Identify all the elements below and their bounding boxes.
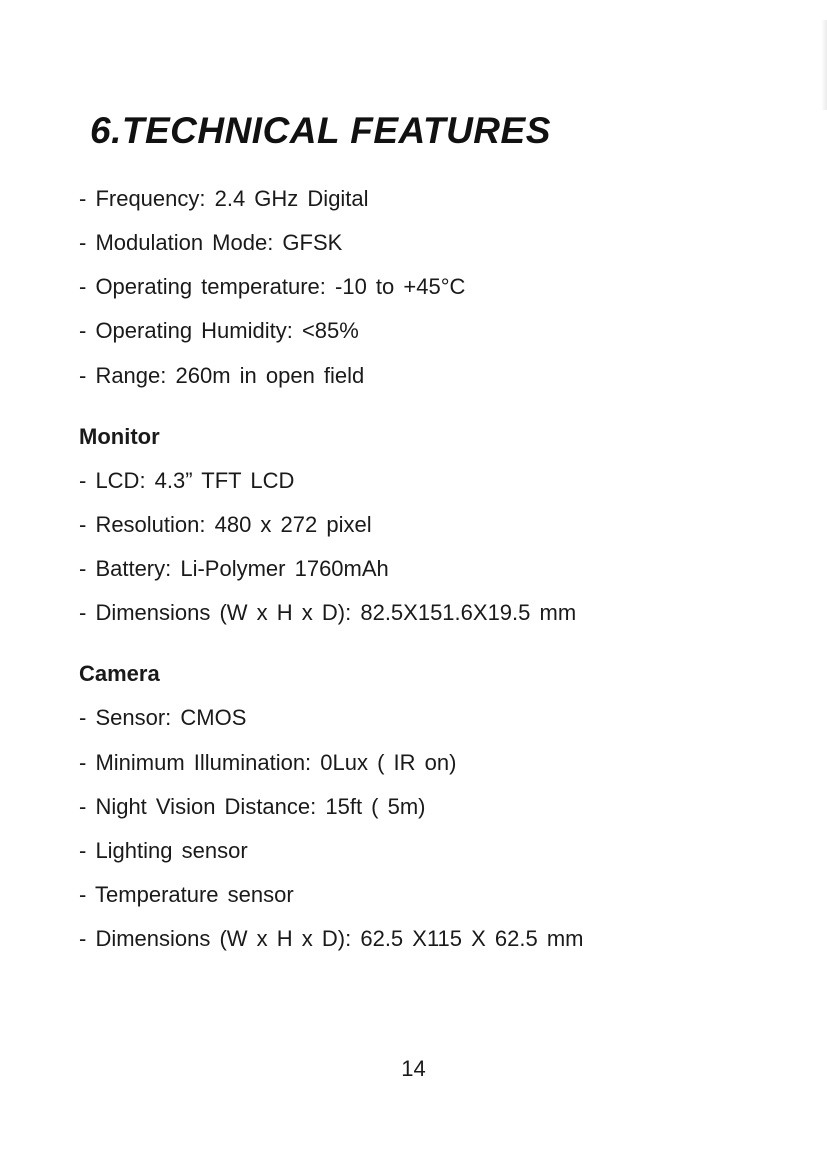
spec-range: - Range: 260m in open field bbox=[79, 363, 365, 388]
camera-spec-temperature-sensor: - Temperature sensor bbox=[79, 882, 294, 907]
page-number: 14 bbox=[401, 1056, 426, 1081]
camera-spec-minimum-illumination: - Minimum Illumination: 0Lux ( IR on) bbox=[79, 750, 457, 775]
page-edge-shadow bbox=[821, 20, 827, 110]
camera-heading: Camera bbox=[79, 661, 160, 686]
camera-spec-night-vision: - Night Vision Distance: 15ft ( 5m) bbox=[79, 794, 426, 819]
spec-frequency: - Frequency: 2.4 GHz Digital bbox=[79, 186, 369, 211]
monitor-spec-lcd: - LCD: 4.3” TFT LCD bbox=[79, 468, 295, 493]
spec-operating-temperature: - Operating temperature: -10 to +45°C bbox=[79, 274, 466, 299]
spec-modulation: - Modulation Mode: GFSK bbox=[79, 230, 343, 255]
camera-spec-dimensions: - Dimensions (W x H x D): 62.5 X115 X 62.5 mm bbox=[79, 926, 584, 951]
monitor-spec-dimensions: - Dimensions (W x H x D): 82.5X151.6X19.5 mm bbox=[79, 600, 577, 625]
monitor-spec-battery: - Battery: Li-Polymer 1760mAh bbox=[79, 556, 389, 581]
spec-operating-humidity: - Operating Humidity: <85% bbox=[79, 318, 359, 343]
section-title: 6.TECHNICAL FEATURES bbox=[90, 110, 551, 151]
monitor-spec-resolution: - Resolution: 480 x 272 pixel bbox=[79, 512, 372, 537]
camera-spec-lighting-sensor: - Lighting sensor bbox=[79, 838, 248, 863]
monitor-heading: Monitor bbox=[79, 424, 160, 449]
camera-spec-sensor: - Sensor: CMOS bbox=[79, 705, 247, 730]
